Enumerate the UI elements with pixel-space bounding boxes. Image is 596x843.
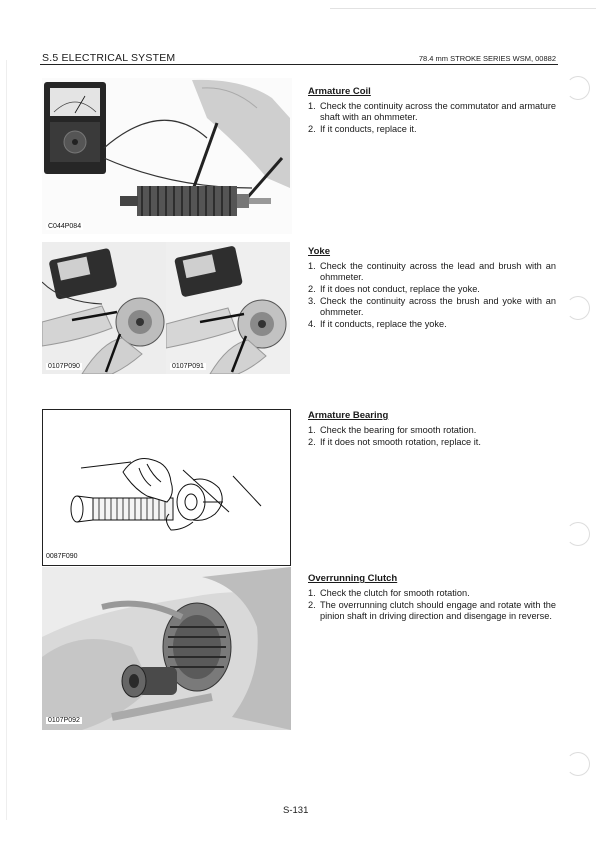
- step-number: 2.: [308, 124, 316, 134]
- step-item: [308, 101, 556, 123]
- step-item: [308, 284, 556, 295]
- step-number: 2.: [308, 600, 316, 610]
- step-text: Check the continuity across the brush and yoke with an ohmmeter.: [320, 296, 556, 317]
- step-text: Check the continuity across the lead and brush with an ohmmeter.: [320, 261, 556, 282]
- series-header: 78.4 mm STROKE SERIES WSM, 00882: [418, 54, 556, 63]
- step-text: If it conducts, replace the yoke.: [320, 319, 447, 329]
- section-yoke: [308, 246, 556, 331]
- step-number: 2.: [308, 437, 316, 447]
- scan-edge-line: [330, 8, 596, 9]
- section-header: S.5 ELECTRICAL SYSTEM: [42, 52, 176, 64]
- figure-caption: 0107P092: [48, 717, 80, 724]
- step-item: [308, 437, 556, 448]
- section-armature-bearing: [308, 410, 556, 449]
- step-text: If it does not conduct, replace the yoke.: [320, 284, 480, 294]
- armature-bearing-drawing: [42, 409, 291, 566]
- step-item: [308, 425, 556, 436]
- armature-coil-photo: [42, 78, 292, 234]
- step-text: If it conducts, replace it.: [320, 124, 417, 134]
- step-text: The overrunning clutch should engage and rotate with the pinion shaft in driving direction and disengage in reverse.: [320, 600, 556, 621]
- step-text: If it does not smooth rotation, replace it.: [320, 437, 481, 447]
- step-item: [308, 261, 556, 283]
- binder-hole-mark: [566, 522, 590, 546]
- section-title: Armature Coil: [308, 86, 371, 97]
- step-list: [308, 425, 556, 448]
- page-number: S-131: [283, 805, 309, 816]
- step-number: 2.: [308, 284, 316, 294]
- step-text: Check the bearing for smooth rotation.: [320, 425, 477, 435]
- header-rule: [40, 64, 558, 65]
- step-list: [308, 261, 556, 330]
- section-armature-coil: [308, 86, 556, 136]
- section-title: Yoke: [308, 246, 331, 257]
- step-item: [308, 296, 556, 318]
- step-number: 1.: [308, 425, 316, 435]
- step-item: [308, 588, 556, 599]
- yoke-lead-brush-photo: [42, 242, 166, 374]
- step-number: 1.: [308, 101, 316, 111]
- figure-caption: 0107P091: [172, 363, 204, 370]
- section-overrunning-clutch: [308, 573, 556, 623]
- figure-caption: 0107P090: [48, 363, 80, 370]
- yoke-brush-photo: [166, 242, 290, 374]
- overrunning-clutch-photo: [42, 567, 291, 730]
- step-item: [308, 124, 556, 135]
- step-number: 4.: [308, 319, 316, 329]
- figure-caption: C044P084: [48, 223, 82, 230]
- step-number: 1.: [308, 261, 316, 271]
- step-list: [308, 101, 556, 135]
- step-text: Check the clutch for smooth rotation.: [320, 588, 470, 598]
- section-title: Armature Bearing: [308, 410, 389, 421]
- step-item: [308, 319, 556, 330]
- section-title: Overrunning Clutch: [308, 573, 398, 584]
- binder-hole-mark: [566, 752, 590, 776]
- step-item: [308, 600, 556, 622]
- step-number: 1.: [308, 588, 316, 598]
- figure-caption: 0087F090: [46, 553, 78, 560]
- scan-edge-line: [6, 60, 7, 820]
- step-number: 3.: [308, 296, 316, 306]
- step-list: [308, 588, 556, 622]
- binder-hole-mark: [566, 296, 590, 320]
- step-text: Check the continuity across the commutator and armature shaft with an ohmmeter.: [320, 101, 556, 122]
- binder-hole-mark: [566, 76, 590, 100]
